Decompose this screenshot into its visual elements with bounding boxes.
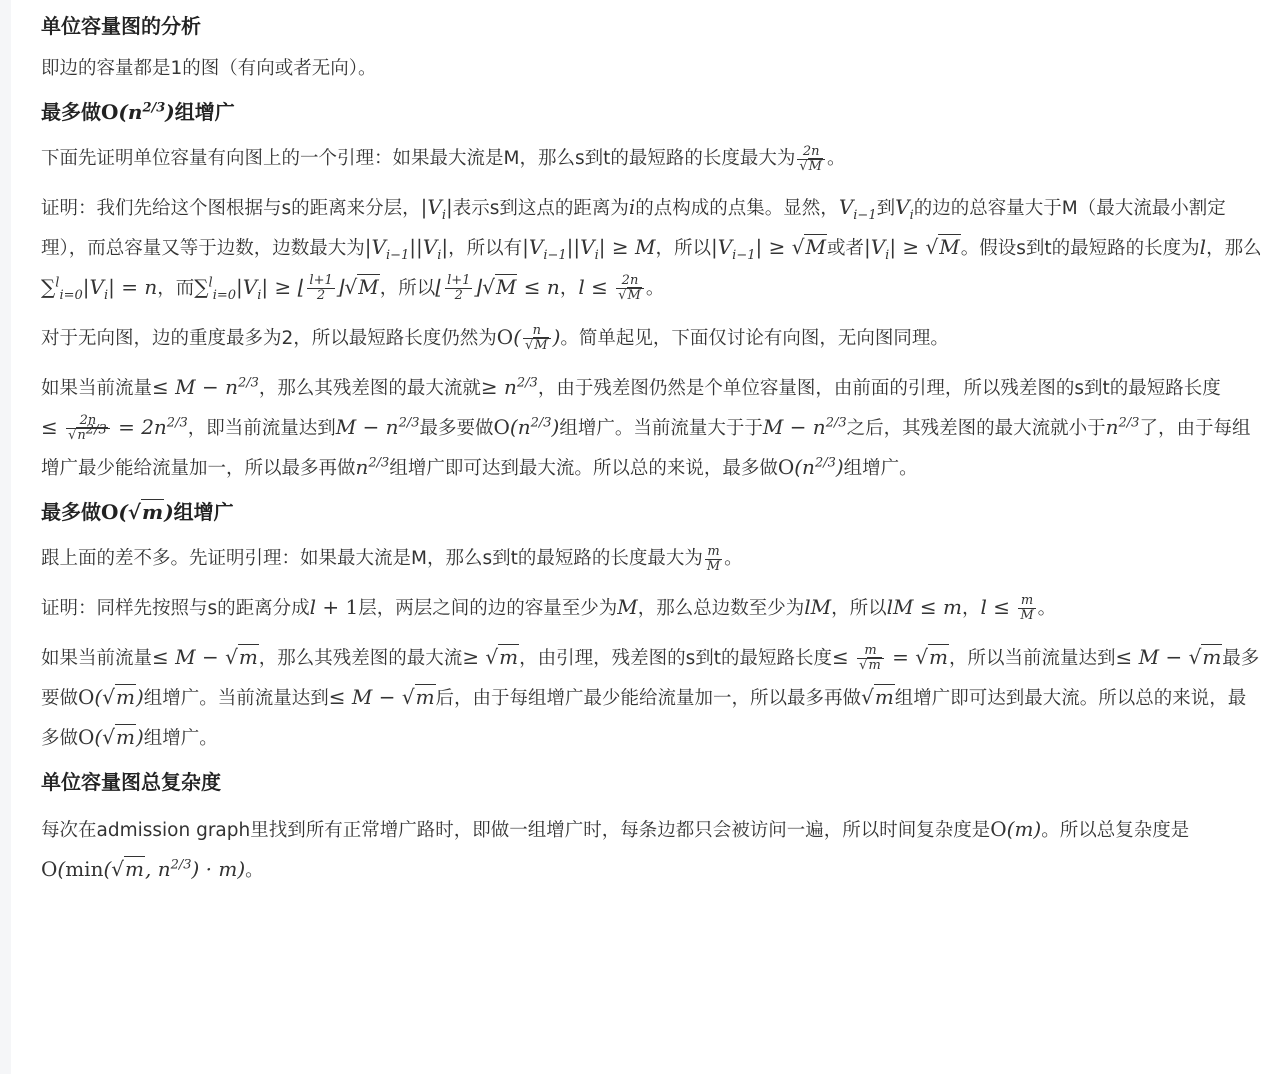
math-Vi: $|V_i|$ [420, 195, 453, 223]
flow-text-h: 了，由于每组增广最少能给流量加一，所以最多再做 [41, 418, 1251, 479]
math-O-min: O(min(√m, $n^{2/3}) \cdot m$) [41, 857, 246, 881]
flow-m-text-b: ，那么其残差图的最大流 [258, 648, 463, 669]
paragraph-undirected [41, 318, 1263, 358]
proof-m-text-a: 证明：同样先按照与s的距离分成 [41, 598, 310, 619]
undirected-text-b: 。简单起见，下面仅讨论有向图，无向图同理。 [560, 328, 949, 349]
paragraph-flow-sqrtm [41, 638, 1263, 758]
math-M-n23: $M - n^{2/3}$ [335, 415, 420, 439]
math-Vi-sqrtM: $|V_i| \ge √M$ [863, 235, 960, 263]
math-ge-n23: ≥ $n^{2/3}$ [480, 375, 538, 399]
math-Vi1Vi: $|V_{i-1}||V_i|$ [364, 235, 449, 263]
math-Vi1-sqrtM: $|V_{i-1}| \ge √M$ [710, 235, 826, 263]
flow-m-text-f: 组增广。当前流量达到 [143, 688, 329, 709]
heading-suffix: 组增广 [173, 500, 234, 524]
math-O-m: O(m) [990, 817, 1042, 841]
proof-text-d: 到 [876, 198, 896, 219]
proof-text-k: ，而 [157, 278, 195, 299]
proof-text-l: ，所以 [379, 278, 436, 299]
flow-m-text-i: 组增广。 [143, 728, 218, 749]
math-l-le-m-M: l ≤ $\frac{m}{M}$ [980, 593, 1034, 623]
math-le-M-sqrtm-b: ≤ M − √m [1115, 645, 1222, 669]
flow-m-text-c: ，由引理，残差图的s到t的最短路长度 [519, 648, 833, 669]
total-text-c: 。 [245, 860, 264, 881]
proof-text-f: ，所以有 [448, 238, 523, 259]
math-lM: lM [804, 595, 832, 619]
math-floor-le-n: ⌊ $\frac{l+1}{2}$ ⌋√M ≤ n [435, 273, 560, 303]
lemma-text: 下面先证明单位容量有向图上的一个引理：如果最大流是M，那么s到t的最短路的长度最大为 [41, 148, 796, 169]
proof-m-text-c: ，那么总边数至少为 [637, 598, 805, 619]
flow-m-text-h: 组增广即可达到最大流。所以总的来说，最多做 [41, 688, 1247, 749]
math-sum-ge: $\sum^l_{i=0}|V_i|$ ≥ ⌊ $\frac{l+1}{2}$ ⌋√M [194, 273, 379, 303]
heading-suffix: 组增广 [174, 100, 235, 124]
math-le-frac-2n23: ≤ $\frac{2n}{√n^{2/3}}$ = $2n^{2/3}$ [41, 413, 188, 443]
flow-text-i: 组增广即可达到最大流。所以总的来说，最多做 [389, 458, 778, 479]
flow-text-j: 组增广。 [843, 458, 918, 479]
proof-text-h: 或者 [826, 238, 864, 259]
math-le-M-sqrtm-c: ≤ M − √m [328, 685, 435, 709]
paragraph-lemma: 下面先证明单位容量有向图上的一个引理：如果最大流是M，那么s到t的最短路的长度最大为 $\frac{2n}{√M}$ 。 [41, 143, 846, 174]
paragraph-total-complexity [41, 810, 1263, 890]
math-O-n23-c: $O(n^{2/3})$ [777, 455, 844, 479]
math-ge-sqrtm: ≥ √m [462, 645, 519, 669]
proof-text-i: 。假设s到t的最短路的长度为 [960, 238, 1200, 259]
math-sum-eq-n: $\sum^l_{i=0}|V_i| = n$ [41, 275, 158, 303]
math-le-M-n23: ≤ $M - n^{2/3}$ [152, 375, 259, 399]
flow-text-d: ，即当前流量达到 [187, 418, 336, 439]
proof-m-text-e: ， [961, 598, 981, 619]
math-ineq-M: $|V_{i-1}||V_i| \ge M$ [522, 235, 656, 263]
paragraph-definition: 即边的容量都是1的图（有向或者无向）。 [41, 58, 377, 79]
math-Vi-b: $V_i$ [895, 195, 914, 223]
undirected-text-a: 对于无向图，边的重度最多为2，所以最短路长度仍然为 [41, 328, 497, 349]
flow-text-g: 之后，其残差图的最大流就小于 [846, 418, 1106, 439]
math-le-M-sqrtm: ≤ M − √m [152, 645, 258, 669]
lemma-m-text: 跟上面的差不多。先证明引理：如果最大流是M，那么s到t的最短路的长度最大为 [41, 548, 703, 569]
math-O-n-sqrtM: O( $\frac{n}{√M}$ ) [496, 323, 561, 353]
math-sqrtm: √m [861, 685, 894, 709]
proof-text-m: ， [559, 278, 579, 299]
proof-text-e: 的边的总容量大于M（最大流最小割定理），而总容量又等于边数，边数最大为 [41, 198, 1226, 259]
total-text-a: 每次在admission graph里找到所有正常增广路时，即做一组增广时，每条边都只会被访问一遍，所以时间复杂度是 [41, 820, 991, 841]
proof-text-c: 的点构成的点集。显然， [635, 198, 839, 219]
heading-prefix: 最多做 [41, 500, 101, 524]
proof-m-text-d: ，所以 [831, 598, 887, 619]
proof-text-j: ，那么 [1206, 238, 1262, 259]
flow-m-text-d: ，所以当前流量达到 [948, 648, 1116, 669]
heading-n23-augment [41, 98, 1263, 126]
math-n23: $n^{2/3}$ [1105, 415, 1140, 439]
flow-m-text-e: 最多要做 [41, 648, 1260, 709]
math-M-n23-b: $M - n^{2/3}$ [762, 415, 847, 439]
math-Vi-1: $V_{i-1}$ [838, 195, 877, 223]
math-n23-b: $n^{2/3}$ [355, 455, 390, 479]
paragraph-lemma-m: 跟上面的差不多。先证明引理：如果最大流是M，那么s到t的最短路的长度最大为 $\frac{m}{M}$ 。 [41, 543, 743, 574]
proof-text-g: ，所以 [655, 238, 711, 259]
paragraph-proof-m: 证明：同样先按照与s的距离分成l + 1层，两层之间的边的容量至少为M，那么总边数至少为lM，所以lM ≤ m，l ≤ $\frac{m}{M}$ 。 [41, 593, 1057, 623]
flow-text-b: ，那么其残差图的最大流就 [258, 378, 481, 399]
proof-m-text-b: 层，两层之间的边的容量至少为 [358, 598, 618, 619]
flow-m-text-g: 后，由于每组增广最少能给流量加一，所以最多再做 [435, 688, 862, 709]
heading-total-complexity: 单位容量图总复杂度 [41, 770, 221, 794]
math-l-plus-1: l + 1 [309, 595, 359, 619]
proof-text-b: 表示s到这点的距离为 [452, 198, 629, 219]
math-l-le: l ≤ $\frac{2n}{√M}$ [578, 275, 645, 299]
heading-sqrtm-augment [41, 498, 1263, 526]
flow-text-c: ，由于残差图仍然是个单位容量图，由前面的引理，所以残差图的s到t的最短路长度 [537, 378, 1221, 399]
math-O-n23: $O(n^{2/3})$ [101, 100, 175, 124]
heading-unit-capacity-analysis: 单位容量图的分析 [41, 14, 201, 38]
math-frac-2n-sqrtM: $\frac{2n}{√M}$ [797, 145, 825, 174]
math-M: M [617, 595, 638, 619]
heading-prefix: 最多做 [41, 100, 101, 124]
math-O-n23-b: $O(n^{2/3})$ [493, 415, 560, 439]
paragraph-proof: 证明：我们先给这个图根据与s的距离来分层，$|V_i|$表示s到这点的距离为i的点构成的点集。显然，$V_{i-1}$到$V_i$的边的总容量大于M（最大流最小割定理），而总容量又等于边数，边数最大为$|V_{i-1}||V_i|$，所以有$|V_{i-1}||V_i| \ge M$，所以$|V_{i-1}| \ge √M$或者$|V_i| \ge √M$。假设s到t的最短路的长度为l，那么$\sum^l_{i=0}|V_i| = n$，而$\sum^l_{i=0}|V_i|$ ≥ ⌊ $\frac{l+1}{2}$ ⌋√M，所以⌊ $\frac{l+1}{2}$ ⌋√M ≤ n，l ≤ $\frac{2n}{√M}$ 。 [41, 195, 1262, 303]
math-le-frac-sqrtm: ≤ $\frac{m}{√m}$ = √m [832, 643, 948, 673]
proof-text-a: 证明：我们先给这个图根据与s的距离来分层， [41, 198, 421, 219]
math-i: i [628, 195, 636, 219]
math-O-sqrtm-b: O(√m) [78, 685, 144, 709]
math-O-sqrtm-c: O(√m) [78, 725, 144, 749]
total-text-b: 。所以总复杂度是 [1041, 820, 1190, 841]
math-lM-le-m: lM ≤ m [886, 595, 962, 619]
math-O-sqrtm: O(√m) [101, 500, 174, 524]
flow-m-text-a: 如果当前流量 [41, 648, 153, 669]
flow-text-f: 组增广。当前流量大于于 [559, 418, 763, 439]
paragraph-flow-n23 [41, 368, 1263, 488]
math-frac-m-M: $\frac{m}{M}$ [706, 543, 721, 574]
flow-text-a: 如果当前流量 [41, 378, 153, 399]
flow-text-e: 最多要做 [419, 418, 494, 439]
math-l: l [1199, 235, 1207, 259]
